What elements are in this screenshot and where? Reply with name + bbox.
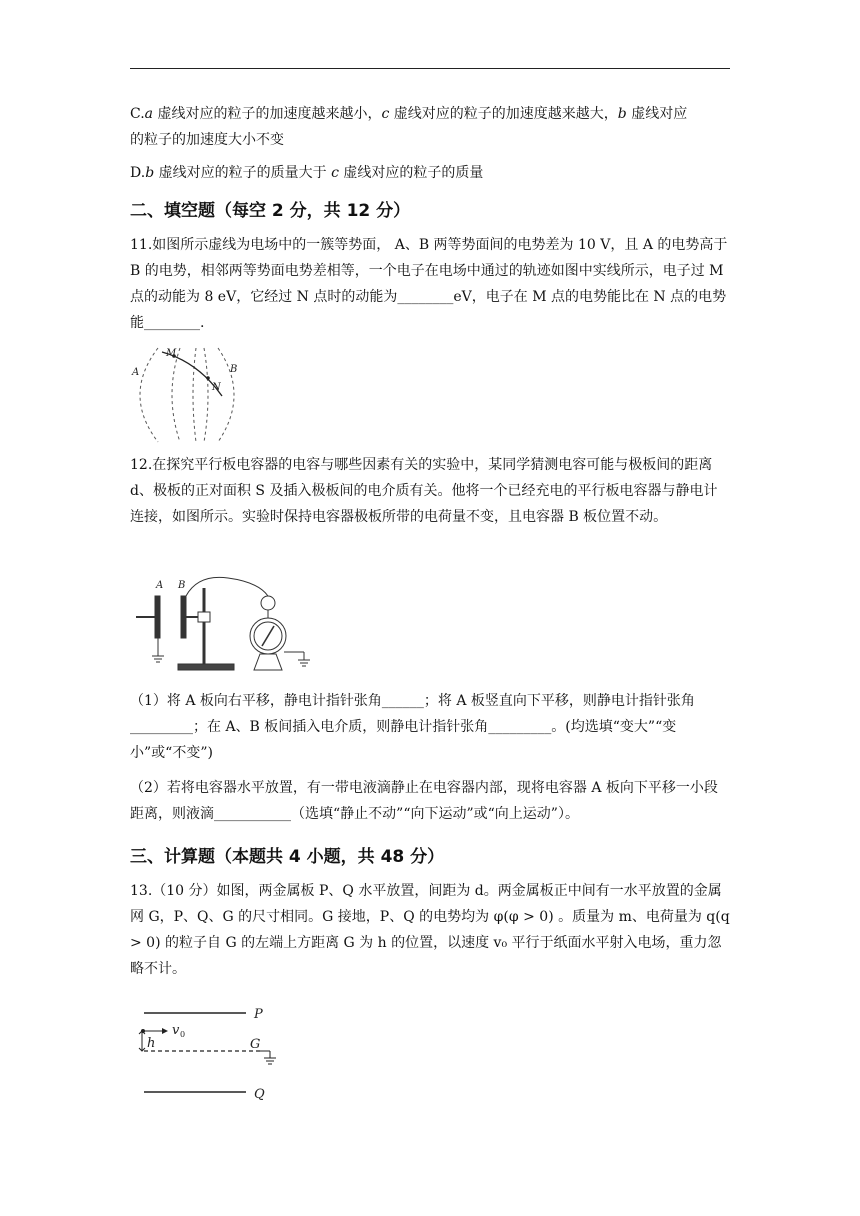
var-a: a xyxy=(144,106,154,122)
question-11: 11.如图所示虚线为电场中的一簇等势面， A、B 两等势面间的电势差为 10 V，且 A 的电势高于 B 的电势，相邻两等势面电势差相等，一个电子在电场中通过的轨迹如图中实线所示，电子过 M 点的动能为 8 eV，它经过 N 点时的动能为________eV，电子在 M 点的电势能比在 N 点的电势能________. xyxy=(130,237,728,331)
question-12-part-1: （1）将 A 板向右平移，静电计指针张角______；将 A 板竖直向下平移，则静电计指针张角_________；在 A、B 板间插入电介质，则静电计指针张角_________。(均选填“变大”“变小”或“不变”) xyxy=(130,693,695,761)
option-d-text-1: 虚线对应的粒子的质量大于 xyxy=(154,165,332,181)
option-c-text-4: 的粒子的加速度大小不变 xyxy=(130,132,284,148)
var-c: c xyxy=(381,106,390,122)
equipotential-line xyxy=(204,348,208,442)
label-g: G xyxy=(250,1037,261,1052)
option-d xyxy=(130,160,730,186)
label-b: B xyxy=(178,580,186,591)
equipotential-line xyxy=(193,348,196,442)
equipotential-line xyxy=(172,348,180,442)
label-p: P xyxy=(254,1007,263,1022)
connecting-wire xyxy=(186,577,268,596)
electrometer-stand xyxy=(254,654,282,670)
option-c-text-2: 虚线对应的粒子的加速度越来越大， xyxy=(389,106,618,122)
label-v: v xyxy=(172,1023,180,1038)
section-3-heading: 三、计算题（本题共 4 小题，共 48 分） xyxy=(130,847,445,867)
question-12-part-2: （2）若将电容器水平放置，有一带电液滴静止在电容器内部，现将电容器 A 板向下平移一小段距离，则液滴___________（选填“静止不动”“向下运动”或“向上运动”）。 xyxy=(130,780,718,822)
question-13: 13.（10 分）如图，两金属板 P、Q 水平放置，间距为 d。两金属板正中间有一水平放置的金属网 G，P、Q、G 的尺寸相同。G 接地，P、Q 的电势均为 φ(φ > 0) 。质量为 m、电荷量为 q(q > 0) 的粒子自 G 的左端上方距离 G 为 h 的位置，以速度 v₀ 平行于纸面水平射入电场，重力忽略不计。 xyxy=(130,883,730,977)
plate-a xyxy=(155,596,160,638)
label-b: B xyxy=(230,364,238,375)
var-b: b xyxy=(145,165,155,181)
label-v-subscript: 0 xyxy=(180,1030,186,1039)
electrometer-knob xyxy=(261,596,275,610)
equipotential-line xyxy=(140,348,158,442)
header-rule xyxy=(130,68,730,69)
option-c-text-3: 虚线对应 xyxy=(626,106,688,122)
stand-clamp xyxy=(198,612,210,622)
option-d-text-2: 虚线对应的粒子的质量 xyxy=(338,165,484,181)
label-a: A xyxy=(132,367,140,378)
label-q: Q xyxy=(254,1087,265,1102)
stand-base xyxy=(178,664,234,670)
plate-b xyxy=(181,596,186,638)
figure-12-capacitor-electrometer xyxy=(128,572,328,680)
label-m: M xyxy=(166,348,177,359)
label-h: h xyxy=(147,1036,156,1051)
var-c: c xyxy=(331,165,339,181)
label-a: A xyxy=(156,580,164,591)
particle xyxy=(141,1029,145,1033)
section-2-heading: 二、填空题（每空 2 分，共 12 分） xyxy=(130,201,411,221)
var-b: b xyxy=(617,106,627,122)
label-n: N xyxy=(212,382,221,393)
figure-13-plates xyxy=(134,1000,284,1108)
option-d-prefix: D. xyxy=(130,165,146,181)
point-n xyxy=(206,376,210,380)
equipotential-line xyxy=(218,348,234,442)
option-c xyxy=(130,101,730,153)
figure-11-equipotential xyxy=(128,344,248,446)
option-c-text-1: 虚线对应的粒子的加速度越来越小， xyxy=(153,106,382,122)
question-12: 12.在探究平行板电容器的电容与哪些因素有关的实验中，某同学猜测电容可能与极板间的距离 d、极板的正对面积 S 及插入极板间的电介质有关。他将一个已经充电的平行板电容器与静电计连接，如图所示。实验时保持电容器极板所带的电荷量不变，且电容器 B 板位置不动。 xyxy=(130,457,718,525)
option-c-prefix: C. xyxy=(130,106,145,122)
